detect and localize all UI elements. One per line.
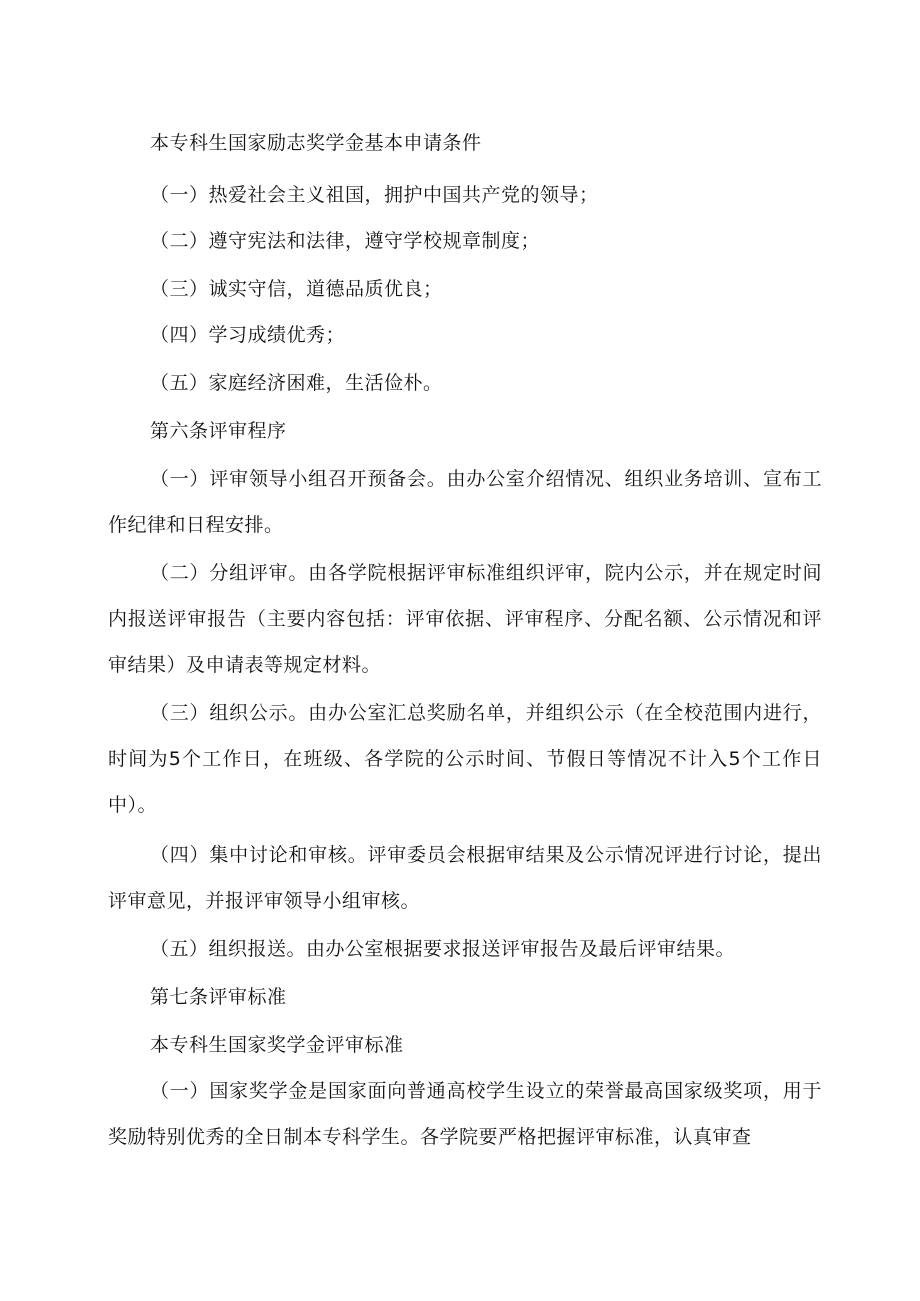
section-heading: 第七条评审标准: [150, 986, 287, 1008]
paragraph: （五）家庭经济困难，生活俭朴。: [150, 372, 443, 394]
section-heading: 第六条评审程序: [150, 420, 287, 442]
paragraph: （三）诚实守信，道德品质优良；: [150, 278, 443, 300]
paragraph: （一）热爱社会主义祖国，拥护中国共产党的领导；: [150, 184, 599, 206]
paragraph: （三）组织公示。由办公室汇总奖励名单，并组织公示（在全校范围内进行，时间为5个工作日，在班级、各学院的公示时间、节假日等情况不计入5个工作日中）。: [108, 702, 822, 816]
section-heading: 本专科生国家励志奖学金基本申请条件: [150, 132, 482, 154]
paragraph: （四）集中讨论和审核。评审委员会根据审结果及公示情况评进行讨论，提出评审意见，并报评审领导小组审核。: [108, 844, 822, 912]
paragraph: （五）组织报送。由办公室根据要求报送评审报告及最后评审结果。: [150, 938, 736, 960]
section-heading: 本专科生国家奖学金评审标准: [150, 1034, 404, 1056]
paragraph: （二）遵守宪法和法律，遵守学校规章制度；: [150, 230, 541, 252]
paragraph: （二）分组评审。由各学院根据评审标准组织评审，院内公示，并在规定时间内报送评审报告（主要内容包括：评审依据、评审程序、分配名额、公示情况和评审结果）及申请表等规定材料。: [108, 562, 822, 676]
paragraph: （一）评审领导小组召开预备会。由办公室介绍情况、组织业务培训、宣布工作纪律和日程安排。: [108, 468, 822, 536]
paragraph: （一）国家奖学金是国家面向普通高校学生设立的荣誉最高国家级奖项，用于奖励特别优秀的全日制本专科学生。各学院要严格把握评审标准，认真审查: [108, 1080, 822, 1148]
paragraph: （四）学习成绩优秀；: [150, 324, 346, 346]
